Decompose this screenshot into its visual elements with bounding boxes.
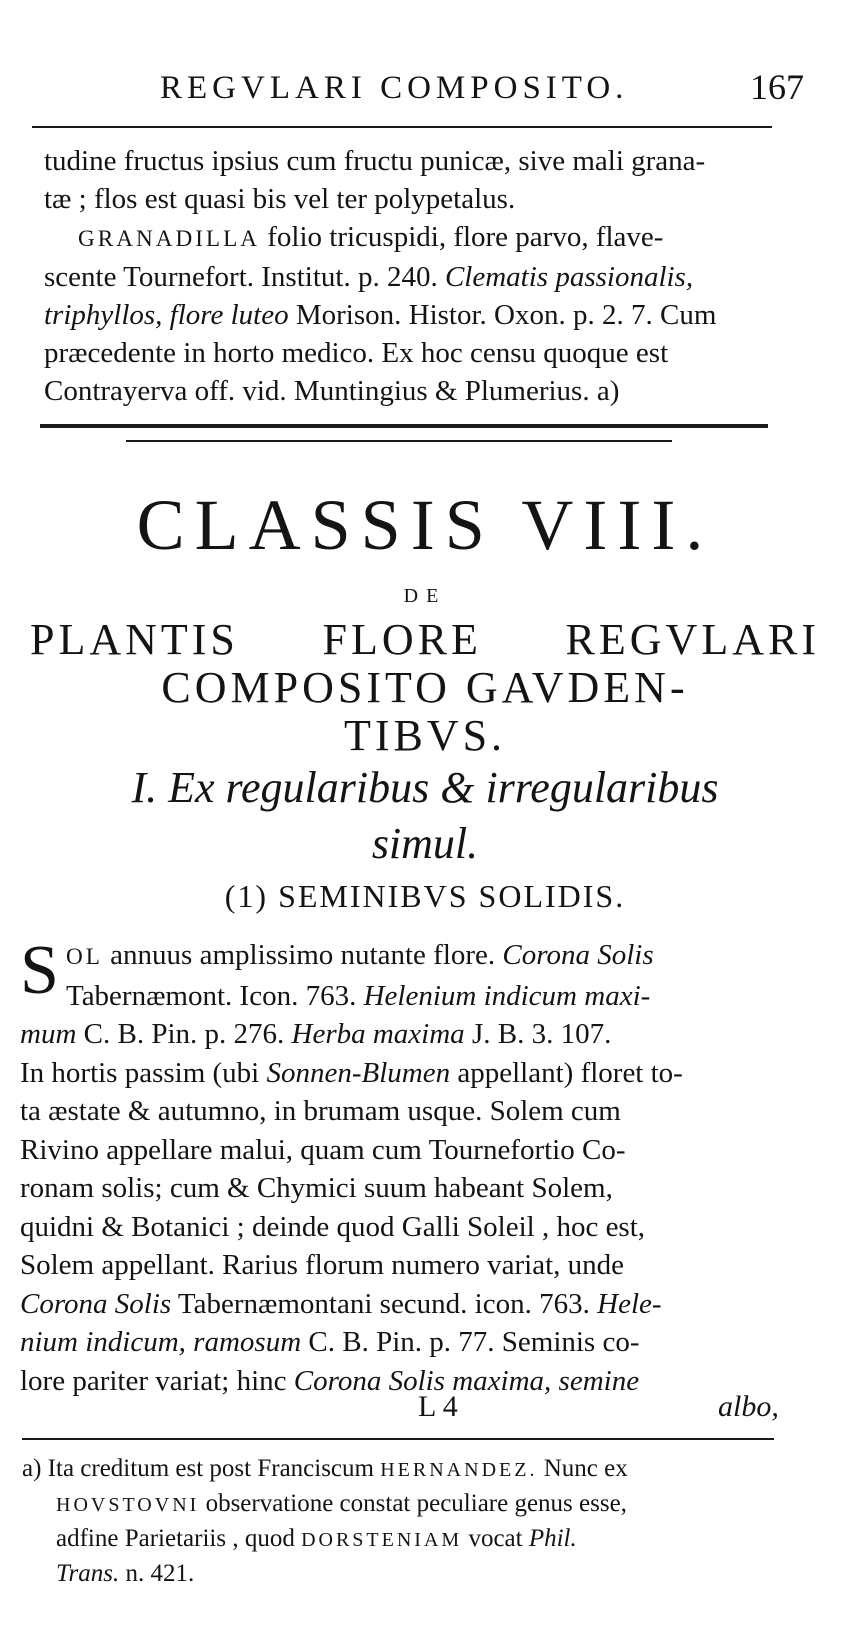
small-caps-span: HOVSTOVNI xyxy=(56,1494,200,1516)
text-span: lore pariter variat; hinc xyxy=(20,1364,294,1397)
class-heading xyxy=(30,616,820,760)
small-caps-span: HERNANDEZ. xyxy=(380,1459,538,1481)
text-line: Solem appellant. Rarius florum numero variat, unde xyxy=(20,1249,625,1281)
signature-mark: L 4 xyxy=(418,1390,458,1423)
text-span: scente Tournefort. Institut. p. 240. xyxy=(44,261,445,293)
italic-span: Hele- xyxy=(597,1287,662,1320)
header-rule xyxy=(32,126,772,128)
text-span: vocat xyxy=(462,1525,529,1552)
italic-span: Corona Solis maxima, semine xyxy=(293,1364,640,1397)
page-number: 167 xyxy=(750,67,804,107)
text-span: Nunc ex xyxy=(537,1455,628,1482)
paragraph-main xyxy=(20,932,790,1400)
text-line xyxy=(20,977,790,1016)
text-span: J. B. 3. 107. xyxy=(464,1018,612,1050)
italic-span: Sonnen-Blumen xyxy=(266,1056,451,1089)
italic-span: Corona Solis xyxy=(20,1287,172,1320)
text-line: Rivino appellare malui, quam cum Tournefortio Co- xyxy=(20,1133,626,1166)
paragraph-top xyxy=(44,142,814,410)
text-span: a) Ita creditum est post Franciscum xyxy=(22,1455,381,1482)
text-line: præcedente in horto medico. Ex hoc censu quoque est xyxy=(44,337,669,369)
footnote-line xyxy=(22,1557,802,1591)
small-caps-span: DORSTENIAM xyxy=(301,1529,463,1551)
text-line xyxy=(44,258,814,296)
italic-span: Herba maxima xyxy=(291,1018,465,1050)
text-line: Contrayerva off. vid. Muntingius & Plumerius. a) xyxy=(44,375,620,407)
drop-cap: S xyxy=(20,932,59,1009)
text-span: n. 421. xyxy=(119,1560,195,1587)
text-span: annuus amplissimo nutante flore. xyxy=(102,939,503,971)
section-rule-thick xyxy=(40,424,768,428)
text-span: C. B. Pin. p. 276. xyxy=(76,1018,292,1050)
heading-line: COMPOSITO GAVDEN- xyxy=(161,663,689,712)
text-line xyxy=(20,1285,790,1324)
italic-span: Helenium indicum maxi- xyxy=(363,979,651,1012)
subheading-line: simul. xyxy=(371,819,479,868)
text-line xyxy=(20,1015,790,1054)
footnote-line xyxy=(22,1452,802,1487)
catchword: albo, xyxy=(718,1390,779,1423)
footnote-line xyxy=(22,1487,802,1522)
text-line: ronam solis; cum & Chymici suum habeant Solem, xyxy=(20,1172,613,1204)
heading-line: PLANTIS FLORE REGVLARI xyxy=(30,615,820,664)
text-line xyxy=(20,1323,790,1362)
italic-span: Corona Solis xyxy=(502,939,654,971)
classis-title: CLASSIS VIII. xyxy=(136,485,714,565)
text-span: Tabernæmontani secund. icon. 763. xyxy=(171,1287,598,1320)
text-span: appellant) floret to- xyxy=(450,1056,683,1089)
text-span: In hortis passim (ubi xyxy=(20,1056,267,1089)
text-line: tudine fructus ipsius cum fructu punicæ, sive mali grana- xyxy=(44,145,706,177)
heading-line: TIBVS. xyxy=(343,711,507,760)
section-heading: (1) SEMINIBVS SOLIDIS. xyxy=(224,878,626,914)
text-line xyxy=(20,1054,790,1093)
italic-span: nium indicum, ramosum xyxy=(20,1326,302,1358)
text-line xyxy=(20,1362,790,1401)
section-rule-thin xyxy=(126,440,672,442)
text-line xyxy=(44,296,814,334)
text-span: Tabernæmont. Icon. 763. xyxy=(66,979,364,1012)
subheading xyxy=(0,760,850,872)
text-span: folio tricuspidi, flore parvo, flave- xyxy=(260,221,664,253)
footnote-line xyxy=(22,1522,802,1557)
text-span: adfine Parietariis , quod xyxy=(56,1525,302,1552)
plant-name: GRANADILLA xyxy=(78,226,260,252)
italic-span: mum xyxy=(20,1018,77,1050)
text-line: ta æstate & autumno, in brumam usque. Solem cum xyxy=(20,1095,621,1127)
small-caps-span: OL xyxy=(66,944,103,970)
italic-span: Clematis passionalis, xyxy=(444,261,694,293)
text-span: C. B. Pin. p. 77. Seminis co- xyxy=(301,1326,640,1358)
text-line: quidni & Botanici ; deinde quod Galli Soleil , hoc est, xyxy=(20,1210,646,1243)
italic-span: Trans. xyxy=(56,1560,120,1587)
italic-span: Phil. xyxy=(528,1525,577,1552)
subheading-line: I. Ex regularibus & irregularibus xyxy=(131,763,719,812)
text-span: Morison. Histor. Oxon. p. 2. 7. Cum xyxy=(288,299,717,331)
italic-span: triphyllos, flore luteo xyxy=(44,299,289,331)
text-line: tæ ; flos est quasi bis vel ter polypetalus. xyxy=(44,183,516,215)
footnote-rule xyxy=(22,1438,774,1440)
text-line xyxy=(20,936,790,977)
text-line xyxy=(44,218,814,258)
text-span: observatione constat peculiare genus esse, xyxy=(199,1490,627,1517)
footnote xyxy=(22,1452,802,1591)
running-head: REGVLARI COMPOSITO. xyxy=(160,70,629,106)
de-label: DE xyxy=(403,585,447,607)
